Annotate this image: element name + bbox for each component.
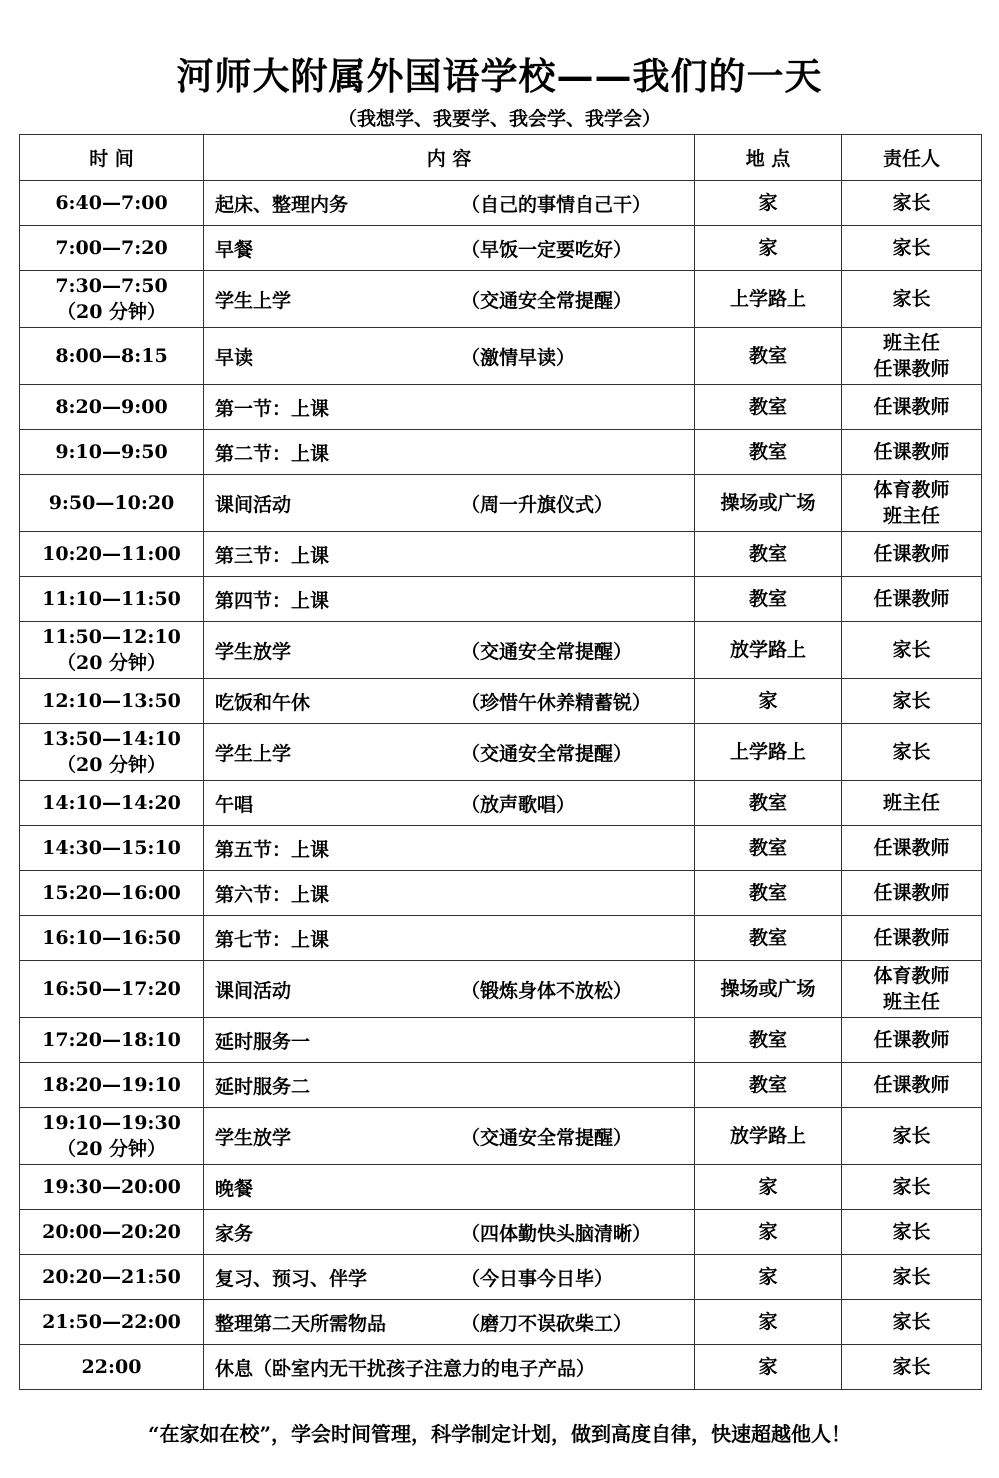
content-cell (204, 781, 695, 826)
page-subtitle: （我想学、我要学、我会学、我学会） (337, 108, 661, 130)
time-cell-line: 9:50—10:20 (48, 492, 175, 514)
person-cell-line: 任课教师 (873, 543, 950, 565)
table-row (20, 1300, 982, 1345)
person-cell (842, 826, 982, 871)
content-cell (204, 1300, 695, 1345)
content-cell (204, 961, 695, 1018)
time-cell (20, 532, 204, 577)
person-cell-line: 家长 (892, 1176, 931, 1198)
time-cell-line: 18:20—19:10 (42, 1074, 181, 1096)
person-cell (842, 724, 982, 781)
table-row (20, 475, 982, 532)
place-cell-line: 教室 (748, 837, 787, 859)
person-cell (842, 532, 982, 577)
place-cell-line: 教室 (748, 927, 787, 949)
person-cell-line: 任课教师 (873, 358, 950, 380)
activity-text: 延时服务二 (215, 1075, 311, 1098)
person-cell-line: 任课教师 (873, 837, 950, 859)
place-cell (695, 1063, 842, 1108)
person-cell-line: 家长 (892, 192, 931, 214)
header-row (20, 135, 982, 181)
place-cell-line: 家 (758, 192, 778, 214)
time-cell (20, 475, 204, 532)
time-cell (20, 871, 204, 916)
table-row (20, 622, 982, 679)
header-place: 地 点 (695, 135, 842, 181)
time-cell (20, 1255, 204, 1300)
time-cell-line: 11:10—11:50 (42, 588, 181, 610)
place-cell (695, 475, 842, 532)
table-row (20, 1345, 982, 1390)
content-cell (204, 622, 695, 679)
content-cell (204, 1345, 695, 1390)
place-cell (695, 1108, 842, 1165)
activity-text: 学生放学 (215, 1126, 292, 1149)
activity-text: 课间活动 (215, 493, 292, 516)
person-cell-line: 体育教师 (873, 965, 950, 987)
header-time: 时 间 (20, 135, 204, 181)
time-cell-line: 21:50—22:00 (42, 1311, 181, 1333)
place-cell-line: 教室 (748, 1029, 787, 1051)
activity-text: 休息（卧室内无干扰孩子注意力的电子产品） (215, 1357, 596, 1380)
time-cell (20, 1210, 204, 1255)
place-cell-line: 家 (758, 237, 778, 259)
person-cell-line: 班主任 (882, 792, 940, 814)
place-cell (695, 679, 842, 724)
activity-text: 第四节：上课 (215, 589, 330, 612)
activity-text: 第二节：上课 (215, 442, 330, 465)
place-cell-line: 放学路上 (729, 1125, 806, 1147)
place-cell-line: 教室 (748, 396, 787, 418)
table-row (20, 1165, 982, 1210)
table-row (20, 916, 982, 961)
person-cell (842, 961, 982, 1018)
person-cell-line: 任课教师 (873, 882, 950, 904)
time-cell (20, 430, 204, 475)
activity-note: （放声歌唱） (461, 793, 576, 816)
time-cell (20, 916, 204, 961)
place-cell-line: 教室 (748, 882, 787, 904)
activity-text: 学生上学 (215, 289, 292, 312)
content-cell (204, 430, 695, 475)
content-cell (204, 385, 695, 430)
content-cell (204, 1063, 695, 1108)
activity-note: （交通安全常提醒） (461, 640, 633, 663)
person-cell (842, 1345, 982, 1390)
table-row (20, 226, 982, 271)
activity-note: （今日事今日毕） (461, 1267, 614, 1290)
content-cell (204, 826, 695, 871)
time-cell-line: 10:20—11:00 (42, 543, 181, 565)
place-cell (695, 871, 842, 916)
place-cell (695, 826, 842, 871)
time-cell-line: 22:00 (81, 1356, 142, 1378)
person-cell-line: 任课教师 (873, 588, 950, 610)
person-cell-line: 任课教师 (873, 1029, 950, 1051)
activity-text: 第一节：上课 (215, 397, 330, 420)
place-cell-line: 上学路上 (729, 288, 806, 310)
time-cell-line: 16:10—16:50 (42, 927, 181, 949)
person-cell (842, 781, 982, 826)
content-cell (204, 1108, 695, 1165)
time-cell-line: 9:10—9:50 (55, 441, 168, 463)
person-cell-line: 家长 (892, 237, 931, 259)
activity-text: 吃饭和午休 (215, 691, 311, 714)
person-cell (842, 181, 982, 226)
header-content: 内 容 (204, 135, 695, 181)
time-cell (20, 385, 204, 430)
table-row (20, 871, 982, 916)
header-person: 责任人 (842, 135, 982, 181)
time-cell-line: 8:20—9:00 (55, 396, 168, 418)
time-cell-line: 7:00—7:20 (55, 237, 168, 259)
content-cell (204, 724, 695, 781)
place-cell-line: 上学路上 (729, 741, 806, 763)
place-cell (695, 385, 842, 430)
time-cell (20, 1018, 204, 1063)
activity-note: （自己的事情自己干） (461, 193, 652, 216)
footer-slogan: “在家如在校”，学会时间管理，科学制定计划，做到高度自律，快速超越他人！ (147, 1422, 851, 1446)
activity-text: 第五节：上课 (215, 838, 330, 861)
person-cell-line: 家长 (892, 741, 931, 763)
person-cell (842, 328, 982, 385)
place-cell (695, 271, 842, 328)
activity-text: 学生上学 (215, 742, 292, 765)
time-cell-line: （20 分钟） (56, 652, 167, 674)
content-cell (204, 226, 695, 271)
activity-note: （四体勤快头脑清晰） (461, 1222, 652, 1245)
person-cell (842, 1108, 982, 1165)
person-cell (842, 385, 982, 430)
content-cell (204, 871, 695, 916)
activity-text: 课间活动 (215, 979, 292, 1002)
time-cell-line: 15:20—16:00 (42, 882, 181, 904)
person-cell (842, 1210, 982, 1255)
person-cell-line: 班主任 (882, 505, 940, 527)
content-cell (204, 181, 695, 226)
place-cell (695, 1300, 842, 1345)
person-cell-line: 家长 (892, 1221, 931, 1243)
content-cell (204, 1165, 695, 1210)
time-cell-line: 8:00—8:15 (55, 345, 168, 367)
content-cell (204, 1255, 695, 1300)
place-cell (695, 781, 842, 826)
table-row (20, 328, 982, 385)
activity-note: （周一升旗仪式） (461, 493, 614, 516)
activity-note: （珍惜午休养精蓄锐） (461, 691, 652, 714)
schedule-table (19, 134, 982, 1390)
place-cell-line: 家 (758, 690, 778, 712)
table-row (20, 724, 982, 781)
activity-text: 第三节：上课 (215, 544, 330, 567)
person-cell-line: 家长 (892, 288, 931, 310)
place-cell (695, 1018, 842, 1063)
person-cell (842, 679, 982, 724)
place-cell (695, 430, 842, 475)
person-cell (842, 1255, 982, 1300)
place-cell (695, 916, 842, 961)
place-cell-line: 操场或广场 (720, 492, 816, 514)
activity-note: （交通安全常提醒） (461, 1126, 633, 1149)
activity-text: 复习、预习、伴学 (215, 1267, 368, 1290)
person-cell (842, 1063, 982, 1108)
time-cell-line: 11:50—12:10 (42, 626, 181, 648)
place-cell-line: 教室 (748, 1074, 787, 1096)
time-cell (20, 1345, 204, 1390)
time-cell (20, 577, 204, 622)
time-cell-line: 19:10—19:30 (42, 1112, 181, 1134)
activity-note: （磨刀不误砍柴工） (461, 1312, 633, 1335)
place-cell (695, 181, 842, 226)
person-cell-line: 家长 (892, 639, 931, 661)
activity-text: 第七节：上课 (215, 928, 330, 951)
activity-text: 第六节：上课 (215, 883, 330, 906)
content-cell (204, 328, 695, 385)
place-cell-line: 教室 (748, 792, 787, 814)
person-cell-line: 班主任 (882, 332, 940, 354)
table-row (20, 385, 982, 430)
person-cell-line: 家长 (892, 1311, 931, 1333)
time-cell-line: 16:50—17:20 (42, 978, 181, 1000)
time-cell-line: 6:40—7:00 (55, 192, 168, 214)
time-cell-line: 14:10—14:20 (42, 792, 181, 814)
content-cell (204, 1018, 695, 1063)
person-cell (842, 271, 982, 328)
activity-text: 早餐 (215, 238, 254, 261)
place-cell (695, 1165, 842, 1210)
time-cell (20, 1300, 204, 1345)
place-cell (695, 622, 842, 679)
place-cell (695, 961, 842, 1018)
person-cell (842, 577, 982, 622)
table-row (20, 577, 982, 622)
person-cell (842, 1165, 982, 1210)
time-cell (20, 724, 204, 781)
table-row (20, 430, 982, 475)
activity-text: 早读 (215, 346, 254, 369)
time-cell-line: （20 分钟） (56, 1138, 167, 1160)
content-cell (204, 679, 695, 724)
table-row (20, 1018, 982, 1063)
person-cell-line: 家长 (892, 690, 931, 712)
place-cell (695, 328, 842, 385)
person-cell-line: 家长 (892, 1266, 931, 1288)
table-row (20, 271, 982, 328)
place-cell-line: 家 (758, 1356, 778, 1378)
time-cell (20, 826, 204, 871)
person-cell (842, 1300, 982, 1345)
time-cell-line: 17:20—18:10 (42, 1029, 181, 1051)
content-cell (204, 271, 695, 328)
person-cell-line: 家长 (892, 1125, 931, 1147)
table-row (20, 961, 982, 1018)
time-cell-line: 20:20—21:50 (42, 1266, 181, 1288)
time-cell-line: 19:30—20:00 (42, 1176, 181, 1198)
time-cell-line: （20 分钟） (56, 301, 167, 323)
place-cell-line: 教室 (748, 543, 787, 565)
person-cell (842, 1018, 982, 1063)
time-cell (20, 781, 204, 826)
place-cell (695, 1255, 842, 1300)
table-row (20, 679, 982, 724)
content-cell (204, 1210, 695, 1255)
activity-text: 起床、整理内务 (215, 193, 349, 216)
activity-note: （交通安全常提醒） (461, 289, 633, 312)
activity-text: 午唱 (215, 793, 254, 816)
person-cell (842, 226, 982, 271)
place-cell-line: 放学路上 (729, 639, 806, 661)
content-cell (204, 916, 695, 961)
content-cell (204, 475, 695, 532)
time-cell (20, 1063, 204, 1108)
person-cell-line: 任课教师 (873, 396, 950, 418)
activity-text: 家务 (215, 1222, 254, 1245)
person-cell-line: 任课教师 (873, 1074, 950, 1096)
person-cell-line: 班主任 (882, 991, 940, 1013)
time-cell-line: 14:30—15:10 (42, 837, 181, 859)
person-cell (842, 916, 982, 961)
activity-text: 延时服务一 (215, 1030, 311, 1053)
place-cell (695, 1345, 842, 1390)
place-cell-line: 教室 (748, 441, 787, 463)
place-cell-line: 家 (758, 1221, 778, 1243)
activity-note: （交通安全常提醒） (461, 742, 633, 765)
table-row (20, 1063, 982, 1108)
person-cell (842, 475, 982, 532)
time-cell-line: 7:30—7:50 (55, 275, 168, 297)
time-cell-line: 13:50—14:10 (42, 728, 181, 750)
person-cell-line: 任课教师 (873, 927, 950, 949)
table-row (20, 181, 982, 226)
time-cell-line: （20 分钟） (56, 754, 167, 776)
activity-text: 学生放学 (215, 640, 292, 663)
time-cell (20, 328, 204, 385)
person-cell (842, 871, 982, 916)
table-row (20, 1255, 982, 1300)
person-cell-line: 任课教师 (873, 441, 950, 463)
time-cell (20, 1165, 204, 1210)
time-cell (20, 181, 204, 226)
page-title: 河师大附属外国语学校——我们的一天 (176, 54, 823, 98)
time-cell (20, 271, 204, 328)
time-cell (20, 1108, 204, 1165)
time-cell-line: 12:10—13:50 (42, 690, 181, 712)
content-cell (204, 577, 695, 622)
activity-note: （早饭一定要吃好） (461, 238, 633, 261)
place-cell (695, 226, 842, 271)
place-cell-line: 家 (758, 1266, 778, 1288)
content-cell (204, 532, 695, 577)
table-row (20, 1108, 982, 1165)
time-cell-line: 20:00—20:20 (42, 1221, 181, 1243)
person-cell (842, 622, 982, 679)
place-cell (695, 532, 842, 577)
person-cell-line: 体育教师 (873, 479, 950, 501)
place-cell-line: 操场或广场 (720, 978, 816, 1000)
time-cell (20, 226, 204, 271)
place-cell-line: 教室 (748, 588, 787, 610)
place-cell (695, 1210, 842, 1255)
activity-note: （锻炼身体不放松） (461, 979, 633, 1002)
place-cell (695, 577, 842, 622)
activity-note: （激情早读） (461, 346, 576, 369)
place-cell-line: 教室 (748, 345, 787, 367)
activity-text: 晚餐 (215, 1177, 254, 1200)
table-row (20, 532, 982, 577)
time-cell (20, 679, 204, 724)
place-cell-line: 家 (758, 1176, 778, 1198)
time-cell (20, 622, 204, 679)
person-cell-line: 家长 (892, 1356, 931, 1378)
table-row (20, 1210, 982, 1255)
place-cell-line: 家 (758, 1311, 778, 1333)
table-row (20, 781, 982, 826)
time-cell (20, 961, 204, 1018)
place-cell (695, 724, 842, 781)
table-row (20, 826, 982, 871)
person-cell (842, 430, 982, 475)
activity-text: 整理第二天所需物品 (215, 1312, 387, 1335)
